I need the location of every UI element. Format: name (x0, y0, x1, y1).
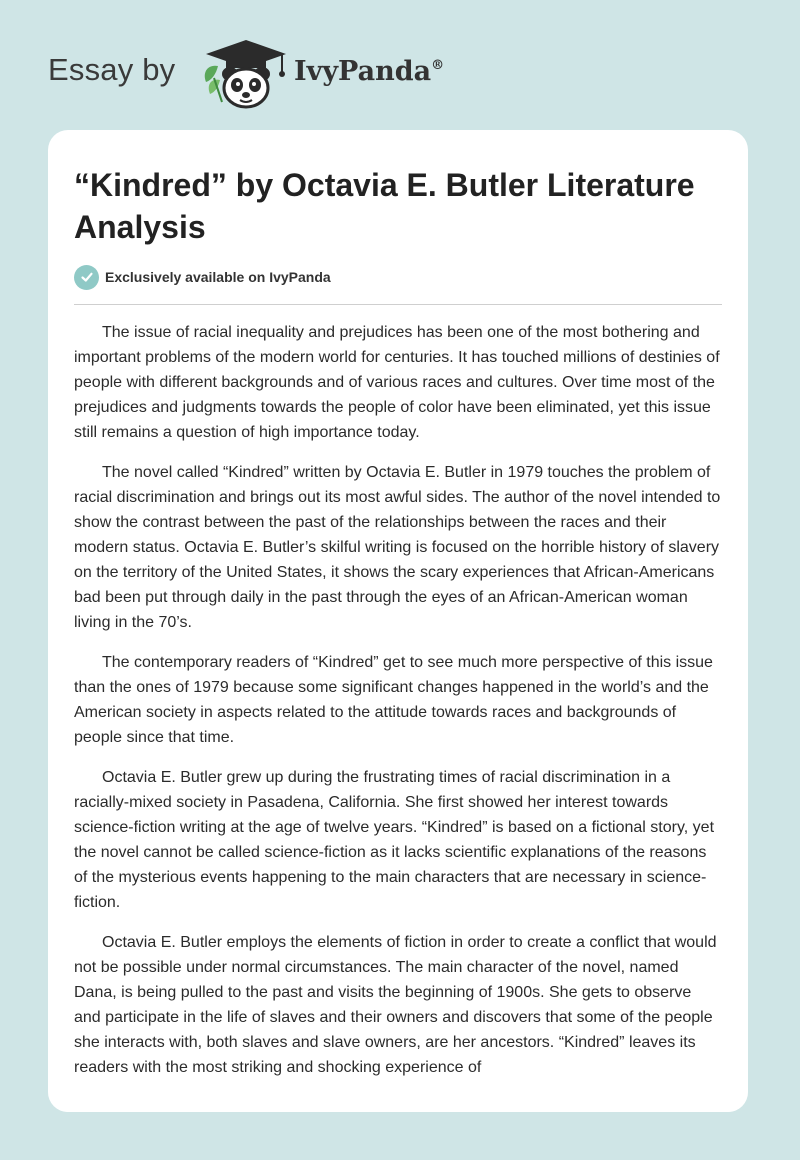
divider (74, 304, 722, 305)
essay-paragraph: The contemporary readers of “Kindred” get to see much more perspective of this issue than the ones of 1979 because some significant changes happened in the world’s and the American society in aspects related to the attitude towards races and backgrounds of people since that time. (74, 654, 713, 746)
essay-body (74, 320, 722, 1095)
brand-name[interactable] (294, 56, 444, 87)
exclusive-badge-label: Exclusively available on IvyPanda (105, 269, 331, 285)
brand-prefix: Essay by (48, 52, 176, 87)
essay-paragraph: Octavia E. Butler grew up during the frustrating times of racial discrimination in a racially-mixed society in Pasadena, California. She first showed her interest towards science-fiction writing at the age of twelve years. “Kindred” is based on a fictional story, yet the novel cannot be called science-fiction as it lacks scientific explanations of the reasons of the mysterious events happening to the main characters that are necessary in science-fiction. (74, 769, 715, 911)
essay-paragraph: The novel called “Kindred” written by Octavia E. Butler in 1979 touches the problem of racial discrimination and brings out its most awful sides. The author of the novel intended to show the contrast between the past of the relationships between the races and their modern status. Octavia E. Butler’s skilful writing is focused on the horrible history of slavery on the territory of the United States, it shows the scary experiences that African-Americans bad been put through daily in the past through the eyes of an African-American woman living in the 70’s. (74, 464, 721, 631)
essay-paragraph: The issue of racial inequality and prejudices has been one of the most bothering and important problems of the modern world for centuries. It has touched millions of destinies of people with different backgrounds and of various races and cultures. Over time most of the prejudices and judgments towards the people of color have been eliminated, yet this issue still remains a question of high importance today. (74, 324, 720, 441)
essay-paragraph: Octavia E. Butler employs the elements of fiction in order to create a conflict that would not be possible under normal circumstances. The main character of the novel, named Dana, is being pulled to the past and visits the beginning of 1900s. She gets to observe and participate in the life of slaves and their owners and discovers that some of the people she interacts with, both slaves and slave owners, are her ancestors. “Kindred” leaves its readers with the most striking and shocking experience of (74, 934, 717, 1076)
brand-name-text: IvyPanda (294, 56, 432, 87)
panda-graduate-logo-icon[interactable] (200, 38, 292, 110)
essay-card (48, 130, 748, 1112)
exclusive-badge (74, 264, 331, 290)
registered-mark: ® (431, 58, 445, 73)
page-title: “Kindred” by Octavia E. Butler Literature Analysis (74, 167, 695, 245)
text-fade-overlay (48, 1082, 748, 1112)
site-header (48, 36, 468, 112)
check-icon (74, 265, 99, 290)
